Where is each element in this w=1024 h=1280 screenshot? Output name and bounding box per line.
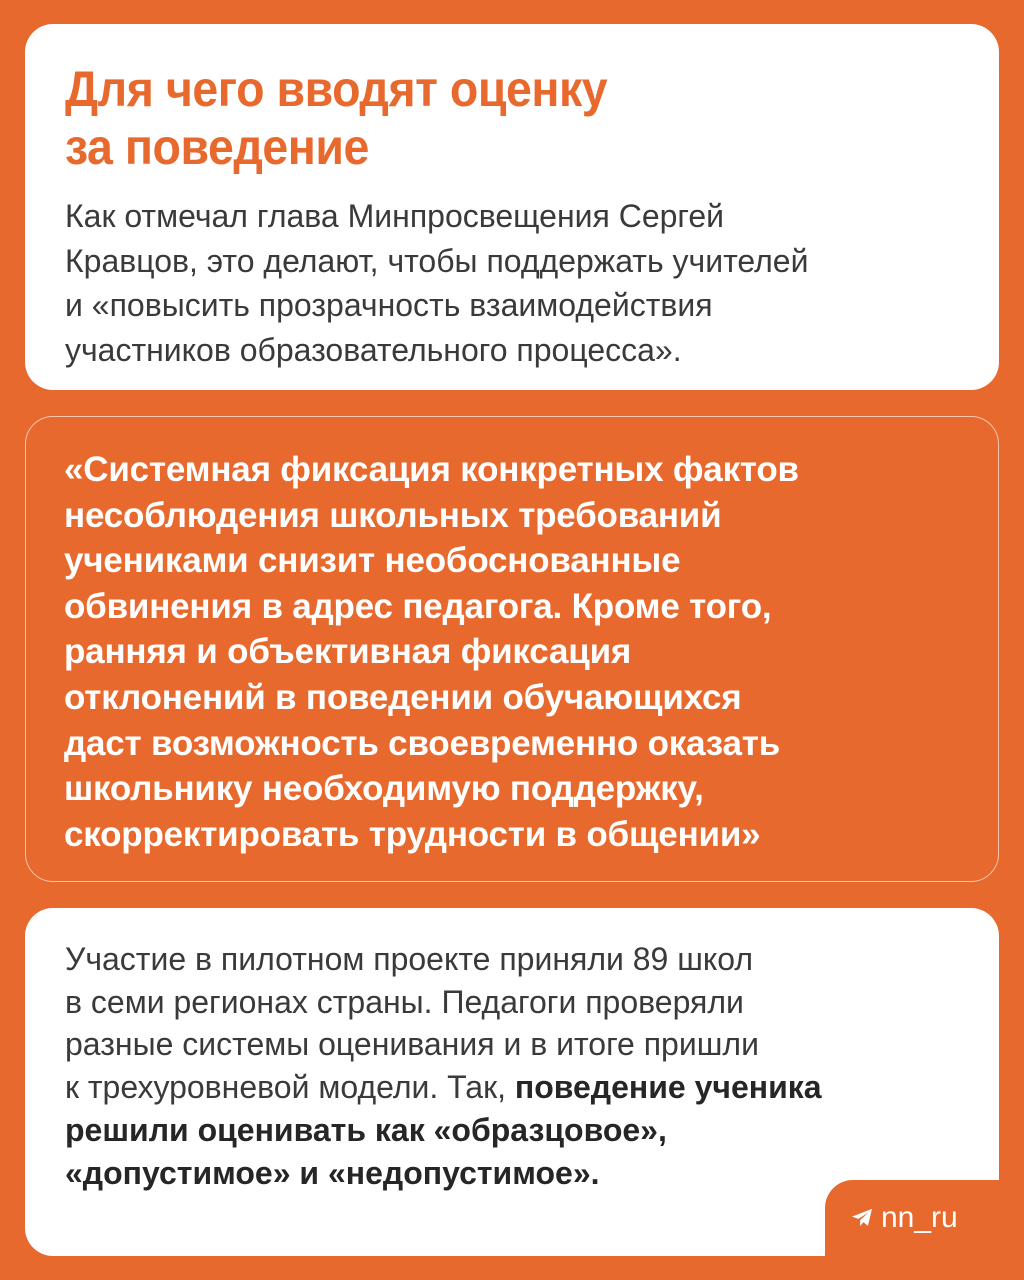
telegram-badge[interactable] (825, 1180, 999, 1256)
quote-card (25, 416, 999, 882)
intro-line-4: участников образовательного процесса». (65, 331, 682, 368)
telegram-badge-content (851, 1201, 958, 1235)
quote-line-9: скорректировать трудности в общении» (64, 814, 761, 854)
title-line-1: Для чего вводят оценку (65, 61, 608, 117)
pilot-line-1: Участие в пилотном проекте приняли 89 школ (65, 941, 754, 977)
pilot-line-2: в семи регионах страны. Педагоги проверяли (65, 983, 744, 1020)
title-line-2: за поведение (65, 119, 369, 175)
telegram-icon (851, 1208, 873, 1228)
pilot-highlight-2: решили оценивать как «образцовое», (65, 1111, 667, 1148)
pilot-line-4: к трехуровневой модели. Так, (65, 1069, 515, 1106)
pilot-line-3: разные системы оценивания и в итоге пришли (65, 1026, 759, 1063)
quote-line-2: несоблюдения школьных требований (64, 495, 722, 535)
quote-line-1: «Системная фиксация конкретных фактов (64, 450, 799, 489)
quote-line-3: учениками снизит необоснованные (64, 541, 681, 581)
pilot-text (65, 938, 965, 1194)
intro-line-1: Как отмечал глава Минпросвещения Сергей (65, 198, 725, 234)
quote-line-5: ранняя и объективная фиксация (64, 632, 632, 672)
page-title (65, 60, 883, 176)
quote-line-8: школьнику необходимую поддержку, (64, 769, 704, 809)
channel-handle: nn_ru (881, 1201, 958, 1234)
intro-card (25, 24, 999, 390)
quote-text (64, 447, 974, 857)
pilot-highlight-1: поведение ученика (514, 1069, 822, 1106)
pilot-highlight-3: «допустимое» и «недопустимое». (65, 1154, 600, 1191)
intro-text (65, 194, 965, 372)
intro-line-3: и «повысить прозрачность взаимодействия (65, 287, 713, 323)
pilot-card (25, 908, 999, 1256)
quote-line-4: обвинения в адрес педагога. Кроме того, (64, 586, 772, 626)
quote-line-6: отклонений в поведении обучающихся (64, 677, 742, 717)
quote-line-7: даст возможность своевременно оказать (64, 723, 781, 763)
intro-line-2: Кравцов, это делают, чтобы поддержать учителей (65, 242, 809, 279)
